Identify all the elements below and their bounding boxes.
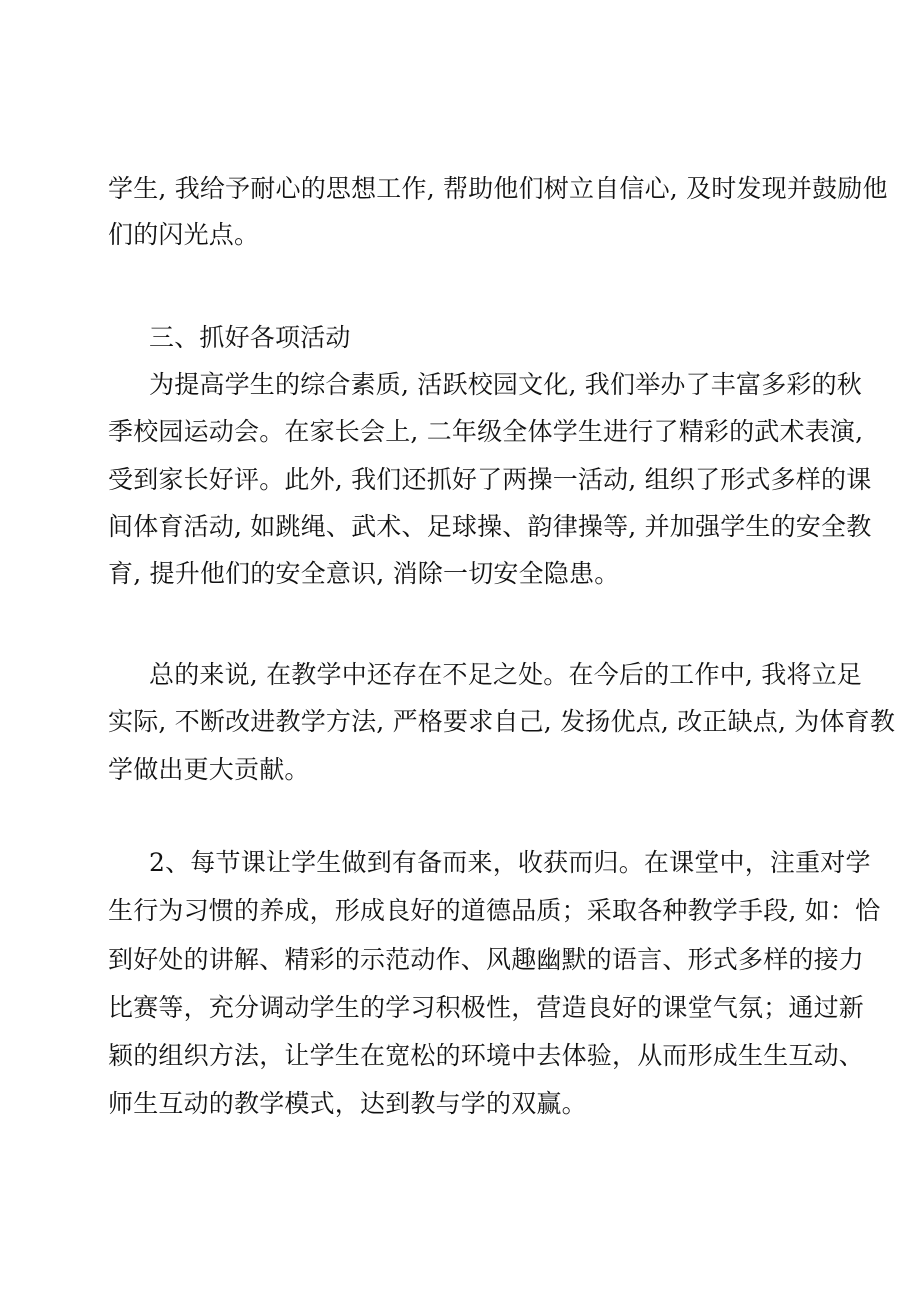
text-line: 受到家长好评。此外, 我们还抓好了两操一活动, 组织了形式多样的课 bbox=[108, 465, 872, 494]
text-line: 生行为习惯的养成，形成良好的道德品质；采取各种教学手段, 如：恰 bbox=[108, 896, 881, 925]
text-line: 们的闪光点。 bbox=[108, 220, 260, 249]
text-line: 总的来说, 在教学中还存在不足之处。在今后的工作中, 我将立足 bbox=[149, 660, 862, 689]
text-line: 学生, 我给予耐心的思想工作, 帮助他们树立自信心, 及时发现并鼓励他 bbox=[108, 174, 888, 203]
text-line: 颖的组织方法，让学生在宽松的环境中去体验，从而形成生生互动、 bbox=[108, 1041, 865, 1070]
text-line: 为提高学生的综合素质, 活跃校园文化, 我们举办了丰富多彩的秋 bbox=[149, 370, 862, 399]
text-line: 到好处的讲解、精彩的示范动作、风趣幽默的语言、形式多样的接力 bbox=[108, 945, 865, 974]
text-line: 学做出更大贡献。 bbox=[108, 755, 310, 784]
section-heading: 三、抓好各项活动 bbox=[149, 323, 351, 352]
text-line: 育, 提升他们的安全意识, 消除一切安全隐患。 bbox=[108, 559, 620, 588]
text-line: 师生互动的教学模式，达到教与学的双赢。 bbox=[108, 1089, 587, 1118]
text-line: 比赛等，充分调动学生的学习积极性，营造良好的课堂气氛；通过新 bbox=[108, 993, 865, 1022]
text-line: 间体育活动, 如跳绳、武术、足球操、韵律操等, 并加强学生的安全教 bbox=[108, 512, 872, 541]
text-line: 2、每节课让学生做到有备而来，收获而归。在课堂中，注重对学 bbox=[149, 848, 871, 877]
text-line: 实际, 不断改进教学方法, 严格要求自己, 发扬优点, 改正缺点, 为体育教 bbox=[108, 707, 896, 736]
text-line: 季校园运动会。在家长会上, 二年级全体学生进行了精彩的武术表演, bbox=[108, 417, 864, 446]
